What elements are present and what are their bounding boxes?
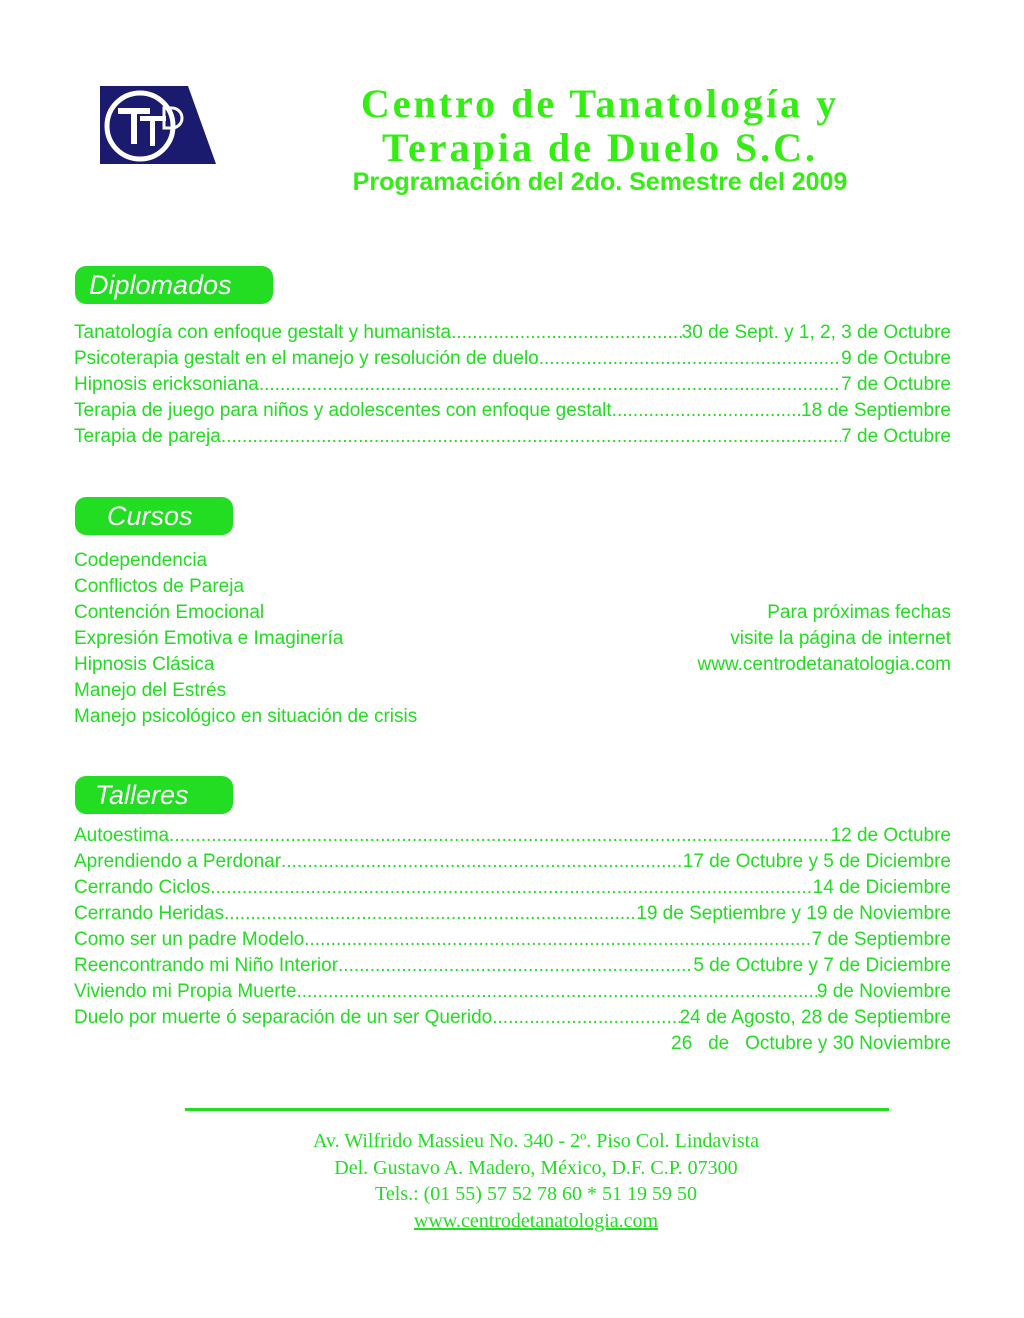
list-item: Manejo del Estrés (74, 680, 227, 701)
list-item-continuation (74, 1031, 951, 1057)
section-heading-label: Cursos (107, 501, 193, 531)
note-website: www.centrodetanatologia.com (697, 654, 951, 675)
list-item: Expresión Emotiva e Imaginería (74, 628, 344, 649)
item-label: Reencontrando mi Niño Interior (74, 955, 339, 976)
section-heading-label: Talleres (95, 780, 189, 810)
section-heading-diplomados (75, 266, 273, 304)
dot-leader (224, 901, 636, 927)
item-date: 24 de Agosto, 28 de Septiembre (679, 1007, 951, 1028)
item-label: Viviendo mi Propia Muerte (74, 981, 297, 1002)
list-item: Manejo psicológico en situación de crisis (74, 706, 418, 727)
item-label: Autoestima (74, 825, 170, 846)
phone-numbers: Tels.: (01 55) 57 52 78 60 * 51 19 59 50 (375, 1183, 697, 1205)
dot-leader (492, 1005, 679, 1031)
item-date: 19 de Septiembre y 19 de Noviembre (636, 903, 951, 924)
list-item (74, 979, 951, 1005)
cursos-list (74, 548, 417, 730)
dot-leader (169, 823, 831, 849)
item-date: 17 de Octubre y 5 de Diciembre (682, 851, 951, 872)
dot-leader (451, 320, 682, 346)
list-item: Conflictos de Pareja (74, 576, 245, 597)
dot-leader (338, 953, 693, 979)
title-line-2: Terapia de Duelo S.C. (381, 125, 818, 170)
item-date: 30 de Sept. y 1, 2, 3 de Octubre (681, 322, 951, 343)
item-date: 7 de Octubre (841, 426, 951, 447)
dot-leader (259, 372, 841, 398)
item-date: 9 de Octubre (841, 348, 951, 369)
dot-leader (612, 398, 801, 424)
list-item: Codependencia (74, 550, 208, 571)
item-date: 7 de Septiembre (811, 929, 951, 950)
section-heading-talleres (75, 776, 233, 814)
item-label: Terapia de juego para niños y adolescentes con enfoque gestalt (74, 400, 612, 421)
list-item (74, 927, 951, 953)
item-label: Terapia de pareja (74, 426, 221, 447)
item-label: Cerrando Heridas (74, 903, 224, 924)
item-date: 18 de Septiembre (801, 400, 951, 421)
address-line-1: Av. Wilfrido Massieu No. 340 - 2º. Piso Col. Lindavista (312, 1130, 760, 1152)
list-item (74, 424, 951, 450)
list-item (74, 398, 951, 424)
dot-leader (281, 849, 683, 875)
cursos-dates-note (600, 600, 951, 678)
section-heading-cursos (75, 497, 233, 535)
dot-leader (296, 979, 816, 1005)
section-heading-label: Diplomados (89, 270, 232, 300)
item-label: Hipnosis ericksoniana (74, 374, 259, 395)
item-label: Como ser un padre Modelo (74, 929, 305, 950)
item-label: Aprendiendo a Perdonar (74, 851, 282, 872)
list-item (74, 953, 951, 979)
title-line-1: Centro de Tanatología y (360, 81, 840, 126)
item-date: 12 de Octubre (830, 825, 951, 846)
item-date: 5 de Octubre y 7 de Diciembre (693, 955, 951, 976)
diplomados-list (74, 320, 951, 450)
dot-leader (539, 346, 841, 372)
subtitle: Programación del 2do. Semestre del 2009 (352, 168, 848, 196)
list-item: Contención Emocional (74, 602, 265, 623)
item-label: Duelo por muerte ó separación de un ser Querido (74, 1007, 493, 1028)
list-item (74, 875, 951, 901)
list-item (74, 901, 951, 927)
logo (100, 86, 216, 166)
footer-divider (185, 1108, 889, 1111)
talleres-list (74, 823, 951, 1057)
list-item (74, 1005, 951, 1031)
list-item (74, 372, 951, 398)
dot-leader (210, 875, 812, 901)
item-date: 26 de Octubre y 30 Noviembre (671, 1033, 951, 1054)
list-item (74, 823, 951, 849)
dot-leader (221, 424, 841, 450)
address-line-2: Del. Gustavo A. Madero, México, D.F. C.P. 07300 (334, 1156, 738, 1179)
item-date: 7 de Octubre (841, 374, 951, 395)
note-line: Para próximas fechas (767, 602, 951, 623)
list-item: Hipnosis Clásica (74, 654, 215, 675)
note-line: visite la página de internet (730, 628, 951, 649)
item-date: 9 de Noviembre (816, 981, 951, 1002)
item-label: Cerrando Ciclos (74, 877, 211, 898)
item-date: 14 de Diciembre (812, 877, 951, 898)
item-label: Psicoterapia gestalt en el manejo y resolución de duelo (74, 348, 539, 369)
item-label: Tanatología con enfoque gestalt y humanista (74, 322, 452, 343)
list-item (74, 320, 951, 346)
website-link[interactable]: www.centrodetanatologia.com (413, 1209, 659, 1232)
dot-leader (304, 927, 811, 953)
list-item (74, 346, 951, 372)
list-item (74, 849, 951, 875)
footer (230, 1128, 842, 1234)
